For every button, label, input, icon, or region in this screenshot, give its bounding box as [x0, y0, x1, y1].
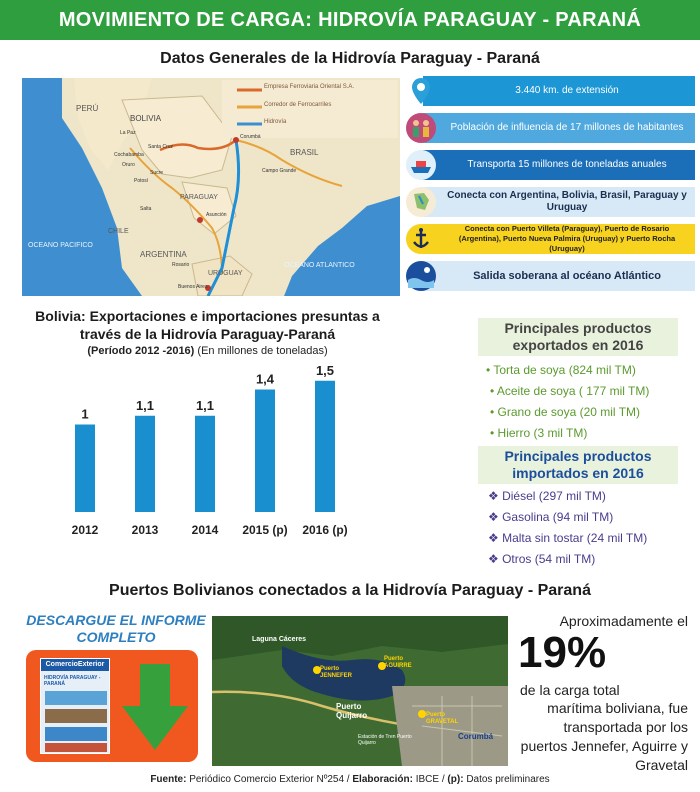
map-label-city: Buenos Aires	[178, 284, 208, 290]
list-item: ❖ Diésel (297 mil TM)	[488, 489, 606, 503]
map-label-country: CHILE	[108, 228, 129, 235]
exports-title: Principales productos exportados en 2016	[478, 318, 678, 356]
footer-source: Periódico Comercio Exterior Nº254 /	[189, 774, 350, 785]
stat-intro: Aproximadamente el	[559, 613, 688, 629]
fact-text: Conecta con Argentina, Bolivia, Brasil, Paraguay y Uruguay	[423, 187, 695, 217]
list-item: • Aceite de soya ( 177 mil TM)	[490, 384, 650, 398]
report-cover-title: HIDROVÍA PARAGUAY - PARANÁ	[44, 675, 101, 687]
list-item: ❖ Gasolina (94 mil TM)	[488, 510, 614, 524]
list-item: • Grano de soya (20 mil TM)	[490, 405, 641, 419]
chart-title: Bolivia: Exportaciones e importaciones presuntas a través de la Hidrovía Paraguay-Paraná	[35, 308, 380, 342]
bar-2013	[135, 416, 155, 512]
bar-value-label: 1,1	[195, 397, 215, 413]
map-label-ocean: OCEANO ATLANTICO	[284, 262, 355, 269]
map-label-country: ARGENTINA	[140, 250, 187, 259]
general-data-title: Datos Generales de la Hidrovía Paraguay - Paraná	[160, 50, 540, 67]
fact-text: 3.440 km. de extensión	[423, 76, 695, 106]
bar-2014	[195, 416, 215, 512]
bar-value-label: 1,1	[135, 397, 155, 413]
stat-value: 19%	[518, 628, 607, 677]
bar-2012	[75, 425, 95, 513]
fact-text: Salida soberana al océano Atlántico	[423, 261, 695, 291]
map-label: Puerto Quijarro	[336, 702, 368, 720]
bar-value-label: 1	[81, 406, 89, 422]
bar-value-label: 1,4	[255, 371, 275, 387]
map-label: Corumbá	[458, 732, 494, 741]
map-legend-item: Corredor de Ferrocarriles	[264, 102, 332, 108]
stat-row	[518, 628, 688, 699]
chart-units: (En millones de toneladas)	[197, 345, 328, 357]
fact-text: Transporta 15 millones de toneladas anuales	[423, 150, 695, 180]
list-item: • Torta de soya (824 mil TM)	[486, 363, 636, 377]
map-icon	[405, 186, 437, 218]
fact-population	[405, 113, 695, 143]
report-cover	[40, 658, 110, 754]
map-label: Puerto GRAVETAL	[426, 712, 459, 725]
fact-text: Población de influencia de 17 millones de habitantes	[423, 113, 695, 143]
x-tick-label: 2013	[131, 523, 159, 537]
fact-text: Conecta con Puerto Villeta (Paraguay), Puerto de Rosario (Argentina), Puerto Nueva Palmira (Uruguay) y Puerto Rocha (Uruguay)	[423, 224, 695, 254]
map-label-city: Cochabamba	[114, 152, 144, 158]
list-item: ❖ Malta sin tostar (24 mil TM)	[488, 531, 648, 545]
fact-tonnage	[405, 150, 695, 180]
fact-ports	[405, 224, 695, 254]
page-header: MOVIMIENTO DE CARGA: HIDROVÍA PARAGUAY - PARANÁ	[0, 0, 700, 40]
map-label-city: Asunción	[206, 212, 227, 218]
fact-atlantic	[405, 261, 695, 291]
map-label-city: Corumbá	[240, 134, 261, 140]
footer	[0, 774, 700, 785]
x-tick-label: 2015 (p)	[242, 523, 288, 537]
footer-prepared: IBCE /	[415, 774, 445, 785]
x-tick-label: 2016 (p)	[302, 523, 348, 537]
map-label-city: Salta	[140, 206, 152, 212]
download-report-link[interactable]: DESCARGUE EL INFORME COMPLETO	[26, 612, 206, 645]
map-label-country: BOLIVIA	[130, 114, 162, 123]
map-label-city: Rosario	[172, 262, 190, 268]
map-label: Laguna Cáceres	[252, 636, 307, 643]
x-tick-label: 2012	[71, 523, 99, 537]
chart-note	[30, 345, 385, 357]
people-icon	[405, 112, 437, 144]
ports-satellite-map	[212, 616, 508, 766]
report-brand: ComercioExterior	[41, 659, 109, 671]
list-item: ❖ Otros (54 mil TM)	[488, 552, 596, 566]
map-label-city: La Paz	[120, 130, 136, 136]
footer-source-label: Fuente:	[150, 774, 187, 785]
location-pin-icon	[405, 75, 437, 107]
map-label: Estación de Tren Puerto Quijarro	[358, 734, 412, 746]
exports-list	[486, 360, 649, 444]
imports-title: Principales productos importados en 2016	[478, 446, 678, 484]
hidrovia-map	[22, 78, 400, 296]
map-label-country: URUGUAY	[208, 270, 243, 277]
footer-prepared-label: Elaboración:	[352, 774, 413, 785]
facts-list	[405, 76, 695, 298]
map-label-city: Santa Cruz	[148, 144, 174, 150]
bar-2015p	[255, 390, 275, 513]
stat-side: de la carga total	[520, 682, 620, 698]
map-label-country: PARAGUAY	[180, 194, 218, 201]
x-tick-label: 2014	[191, 523, 219, 537]
map-label-city: Campo Grande	[262, 168, 297, 174]
footer-prelim-label: (p):	[447, 774, 464, 785]
stat-rest: marítima boliviana, fue transportada por los puertos Jennefer, Aguirre y Gravetal	[520, 700, 688, 773]
map-label-city: Sucre	[150, 170, 164, 176]
fact-extension	[405, 76, 695, 106]
fact-countries	[405, 187, 695, 217]
ship-icon	[405, 149, 437, 181]
cargo-stat	[518, 612, 688, 775]
list-item: • Hierro (3 mil TM)	[490, 426, 588, 440]
download-arrow-icon	[122, 664, 188, 750]
map-legend-item: Empresa Ferroviaria Oriental S.A.	[264, 84, 355, 90]
chart-period: (Período 2012 -2016)	[87, 345, 195, 357]
map-label-ocean: OCEANO PACIFICO	[28, 242, 93, 249]
map-label-country: PERÚ	[76, 104, 99, 113]
map-legend-item: Hidrovía	[264, 119, 287, 125]
map-label-country: BRASIL	[290, 148, 319, 157]
anchor-icon	[405, 223, 437, 255]
map-label: Puerto JENNEFER	[320, 666, 353, 679]
map-label: Puerto AGUIRRE	[384, 656, 412, 669]
bar-2016p	[315, 381, 335, 512]
bar-value-label: 1,5	[315, 362, 335, 378]
ocean-icon	[405, 260, 437, 292]
map-label-city: Potosí	[134, 178, 149, 184]
bar-chart	[55, 362, 395, 542]
map-label-city: Oruro	[122, 162, 135, 168]
ports-title: Puertos Bolivianos conectados a la Hidrovía Paraguay - Paraná	[109, 582, 591, 599]
footer-prelim: Datos preliminares	[466, 774, 550, 785]
imports-list	[488, 486, 647, 570]
download-report-button[interactable]	[26, 650, 198, 762]
